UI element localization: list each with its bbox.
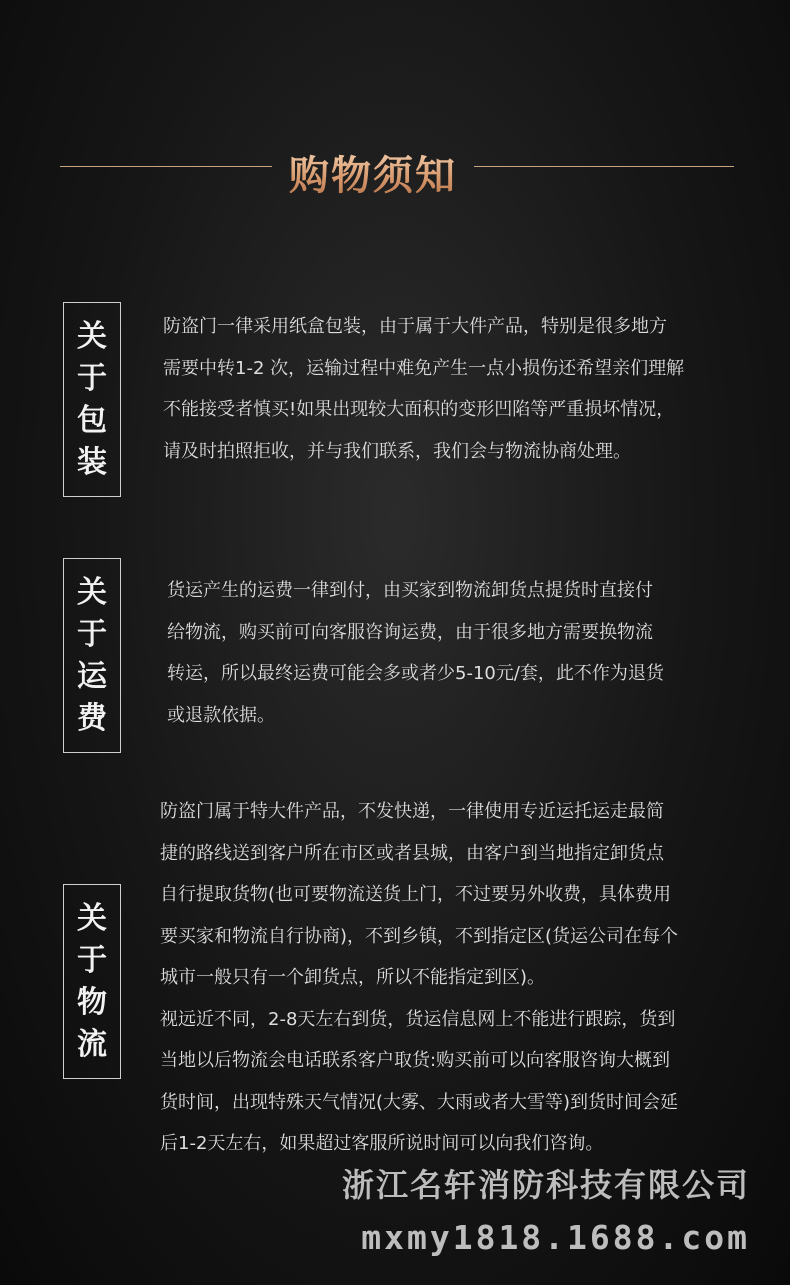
label-char: 于	[77, 616, 107, 652]
label-char: 关	[77, 318, 107, 354]
label-char: 关	[77, 574, 107, 610]
text-line: 后1-2天左右，如果超过客服所说时间可以向我们咨询。	[160, 1133, 604, 1154]
watermark-url: mxmy1818.1688.com	[361, 1218, 750, 1257]
text-line: 货时间，出现特殊天气情况(大雾、大雨或者大雪等)到货时间会延	[160, 1091, 679, 1113]
label-char: 于	[77, 360, 107, 396]
label-packaging	[63, 302, 121, 497]
text-line: 不能接受者慎买!如果出现较大面积的变形凹陷等严重损坏情况，	[163, 399, 675, 420]
page-title: 购物须知	[272, 144, 474, 201]
text-line: 请及时拍照拒收，并与我们联系，我们会与物流协商处理。	[163, 440, 631, 462]
label-char: 物	[77, 984, 107, 1020]
label-char: 关	[77, 900, 107, 936]
label-char: 流	[77, 1026, 107, 1062]
packaging-text	[163, 306, 684, 472]
label-char: 费	[77, 700, 107, 736]
text-line: 防盗门属于特大件产品，不发快递，一律使用专近运托运走最简	[160, 801, 664, 822]
label-char: 包	[77, 402, 107, 438]
text-line: 捷的路线送到客户所在市区或者县城，由客户到当地指定卸货点	[160, 842, 664, 864]
section-header	[60, 140, 734, 199]
header-divider-right	[474, 166, 734, 167]
text-line: 自行提取货物(也可要物流送货上门，不过要另外收费，具体费用	[160, 884, 672, 905]
watermark-company: 浙江名轩消防科技有限公司	[341, 1166, 750, 1204]
text-line: 货运产生的运费一律到付，由买家到物流卸货点提货时直接付	[167, 580, 653, 601]
text-line: 城市一般只有一个卸货点，所以不能指定到区)。	[160, 967, 546, 988]
shipping-fee-text	[167, 570, 664, 736]
label-char: 于	[77, 942, 107, 978]
label-char: 装	[77, 444, 107, 480]
logistics-text	[160, 791, 678, 1165]
text-line: 当地以后物流会电话联系客户取货:购买前可以向客服咨询大概到	[160, 1050, 671, 1071]
header-divider-left	[60, 166, 272, 167]
text-line: 防盗门一律采用纸盒包装，由于属于大件产品，特别是很多地方	[163, 316, 667, 337]
text-line: 给物流，购买前可向客服咨询运费，由于很多地方需要换物流	[167, 621, 653, 643]
label-char: 运	[77, 658, 107, 694]
text-line: 或退款依据。	[167, 704, 275, 726]
text-line: 需要中转1-2 次，运输过程中难免产生一点小损伤还希望亲们理解	[163, 357, 685, 379]
text-line: 要买家和物流自行协商)，不到乡镇，不到指定区(货运公司在每个	[160, 925, 679, 947]
text-line: 视远近不同，2-8天左右到货，货运信息网上不能进行跟踪，货到	[160, 1008, 676, 1030]
label-shipping-fee	[63, 558, 121, 753]
text-line: 转运，所以最终运费可能会多或者少5-10元/套，此不作为退货	[167, 663, 664, 684]
label-logistics	[63, 884, 121, 1079]
